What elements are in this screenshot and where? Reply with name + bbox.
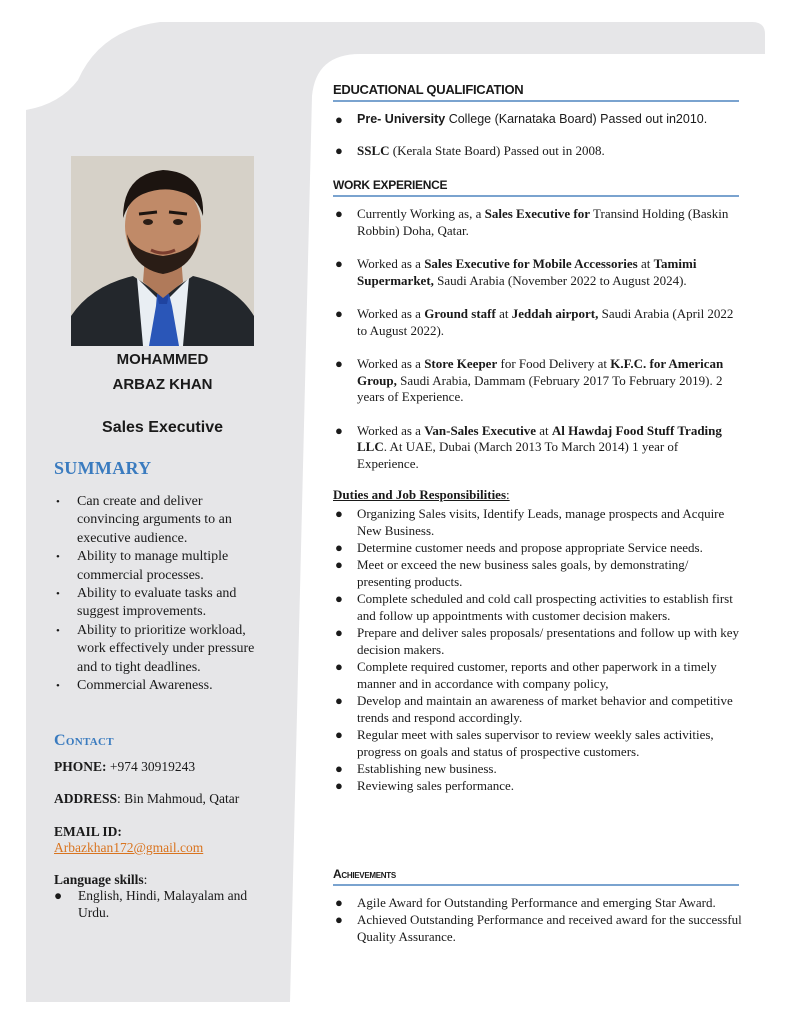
- work-item: [333, 423, 743, 473]
- duty-item: [333, 556, 743, 590]
- duty-item: [333, 505, 743, 539]
- work-text: Currently Working as, a: [357, 206, 485, 221]
- work-bold: Sales Executive for: [484, 206, 591, 221]
- work-bold: Sales Executive for Mobile Accessories: [424, 256, 638, 271]
- duty-text: Regular meet with sales supervisor to review weekly sales activities, progress on goals and status of prospective customers.: [357, 727, 714, 759]
- duty-item: [333, 624, 743, 658]
- summary-item: • Ability to prioritize workload, work effectively under pressure and to tight deadlines.: [54, 622, 264, 677]
- work-text: Saudi Arabia (November 2022 to August 2024).: [433, 272, 687, 288]
- work-text: Worked as a: [357, 356, 425, 371]
- duty-text: Establishing new business.: [357, 761, 497, 776]
- duty-item: [333, 658, 743, 692]
- achievement-text: Achieved Outstanding Performance and received award for the successful Quality Assurance.: [357, 912, 742, 944]
- education-list: [333, 112, 743, 174]
- profile-photo: [71, 156, 254, 346]
- summary-item: • Can create and deliver convincing arguments to an executive audience.: [54, 493, 264, 548]
- work-bold: K.F.C. for American Group,: [357, 356, 724, 388]
- work-text: Saudi Arabia, Dammam (February 2017 To February 2019). 2 years of Experience.: [357, 372, 723, 404]
- bullet-icon: ●: [335, 895, 343, 910]
- work-list: [333, 206, 743, 472]
- bullet-icon: ●: [335, 256, 343, 271]
- language-item: [54, 887, 264, 921]
- education-item: [333, 143, 743, 174]
- duty-text: Reviewing sales performance.: [357, 778, 515, 793]
- work-text: at: [495, 306, 512, 321]
- bullet-icon: ●: [335, 356, 343, 371]
- phone-line: [54, 759, 195, 775]
- duties-list: [333, 505, 743, 794]
- duty-item: [333, 539, 743, 556]
- work-item: [333, 356, 743, 406]
- bullet-icon: ●: [54, 888, 63, 903]
- work-text: at: [536, 422, 552, 438]
- candidate-name: [56, 347, 269, 397]
- bullet-icon: ●: [335, 591, 343, 606]
- duty-item: [333, 692, 743, 726]
- phone-label: PHONE:: [54, 759, 107, 774]
- work-item: [333, 256, 743, 289]
- bullet-icon: ●: [335, 206, 343, 221]
- education-item: [333, 112, 743, 143]
- contact-heading: Contact: [54, 732, 114, 749]
- achievement-item: [333, 894, 743, 911]
- duty-item: [333, 760, 743, 777]
- language-label: [54, 872, 147, 888]
- bullet-icon: ●: [335, 557, 343, 572]
- duty-text: Complete required customer, reports and other paperwork in a timely manner and in accordance with company policy,: [357, 659, 717, 691]
- work-bold: Al Hawdaj Food Stuff Trading LLC: [357, 422, 722, 454]
- bullet-icon: ●: [335, 778, 343, 793]
- bullet-icon: ●: [335, 912, 343, 927]
- summary-item: • Ability to evaluate tasks and suggest improvements.: [54, 585, 264, 622]
- work-item: [333, 306, 743, 339]
- work-text: Worked as a: [357, 256, 425, 271]
- work-text: . At UAE, Dubai (March 2013 To March 2014) 1 year of Experience.: [357, 439, 679, 471]
- summary-heading: SUMMARY: [54, 458, 152, 478]
- education-item-text: (Kerala State Board) Passed out in 2008.: [389, 143, 605, 158]
- work-bold: Van-Sales Executive: [424, 422, 537, 438]
- duty-text: Complete scheduled and cold call prospecting activities to establish first and follow up appointments with customer decision makers.: [357, 591, 733, 623]
- duties-heading: [333, 487, 510, 503]
- duty-item: [333, 726, 743, 760]
- bullet-icon: ●: [335, 693, 343, 708]
- bullet-icon: ●: [335, 306, 343, 321]
- duty-item: [333, 590, 743, 624]
- achievements-heading: Achievements: [333, 867, 739, 886]
- work-item: [333, 206, 743, 239]
- email-label-text: EMAIL ID:: [54, 824, 122, 839]
- bullet-icon: ●: [335, 761, 343, 776]
- bullet-icon: ●: [335, 143, 343, 158]
- work-bold: Ground staff: [424, 306, 496, 321]
- work-bold: Jeddah airport,: [511, 306, 599, 321]
- education-item-bold: Pre- University: [357, 112, 446, 126]
- achievement-item: [333, 911, 743, 945]
- bullet-icon: ●: [335, 506, 343, 521]
- bullet-icon: ●: [335, 659, 343, 674]
- email-line: [54, 840, 203, 856]
- work-text: for Food Delivery at: [497, 356, 611, 371]
- bullet-icon: ●: [335, 727, 343, 742]
- bullet-icon: ●: [335, 112, 343, 127]
- email-label: [54, 824, 122, 840]
- duty-item: [333, 777, 743, 794]
- name-line-2: ARBAZ KHAN: [112, 376, 213, 393]
- bullet-icon: ●: [335, 422, 343, 438]
- phone-value: +974 30919243: [109, 759, 196, 774]
- work-text: Worked as a: [357, 422, 425, 438]
- summary-item: • Commercial Awareness.: [54, 677, 264, 695]
- work-text: at: [637, 256, 654, 271]
- duties-heading-colon: :: [506, 487, 510, 502]
- work-text: Transind Holding (Baskin Robbin) Doha, Qatar.: [357, 206, 729, 238]
- work-bold: Tamimi Supermarket,: [357, 256, 697, 288]
- work-text: Saudi Arabia (April 2022 to August 2022).: [357, 306, 734, 338]
- duty-text: Develop and maintain an awareness of market behavior and competitive trends and respond accordingly.: [357, 693, 733, 725]
- bullet-icon: ●: [335, 625, 343, 640]
- work-text: Worked as a: [357, 306, 425, 321]
- bullet-icon: ●: [335, 540, 343, 555]
- education-item-text: College (Karnataka Board) Passed out in2010.: [445, 112, 708, 126]
- language-label-text: Language skills: [54, 872, 144, 887]
- duty-text: Prepare and deliver sales proposals/ presentations and follow up with key decision makers.: [357, 625, 739, 657]
- address-label: ADDRESS: [54, 791, 118, 806]
- language-colon: :: [143, 872, 148, 887]
- duty-text: Organizing Sales visits, Identify Leads, manage prospects and Acquire New Business.: [357, 506, 725, 538]
- email-link[interactable]: Arbazkhan172@gmail.com: [54, 840, 204, 855]
- work-bold: Store Keeper: [424, 356, 498, 371]
- duties-heading-text: Duties and Job Responsibilities: [333, 487, 507, 502]
- summary-list: [54, 493, 264, 695]
- address-line: [54, 791, 239, 807]
- achievement-text: Agile Award for Outstanding Performance and emerging Star Award.: [357, 895, 716, 910]
- work-experience-heading: WORK EXPERIENCE: [333, 178, 739, 197]
- achievements-list: [333, 894, 743, 945]
- summary-item: • Ability to manage multiple commercial processes.: [54, 548, 264, 585]
- education-item-bold: SSLC: [357, 143, 390, 158]
- education-heading: EDUCATIONAL QUALIFICATION: [333, 82, 739, 102]
- address-value: : Bin Mahmoud, Qatar: [117, 791, 240, 806]
- duty-text: Meet or exceed the new business sales goals, by demonstrating/ presenting products.: [357, 557, 689, 589]
- job-title: Sales Executive: [102, 419, 223, 436]
- language-value: English, Hindi, Malayalam and Urdu.: [78, 888, 248, 920]
- duty-text: Determine customer needs and propose appropriate Service needs.: [357, 540, 703, 555]
- name-line-1: MOHAMMED: [116, 351, 209, 368]
